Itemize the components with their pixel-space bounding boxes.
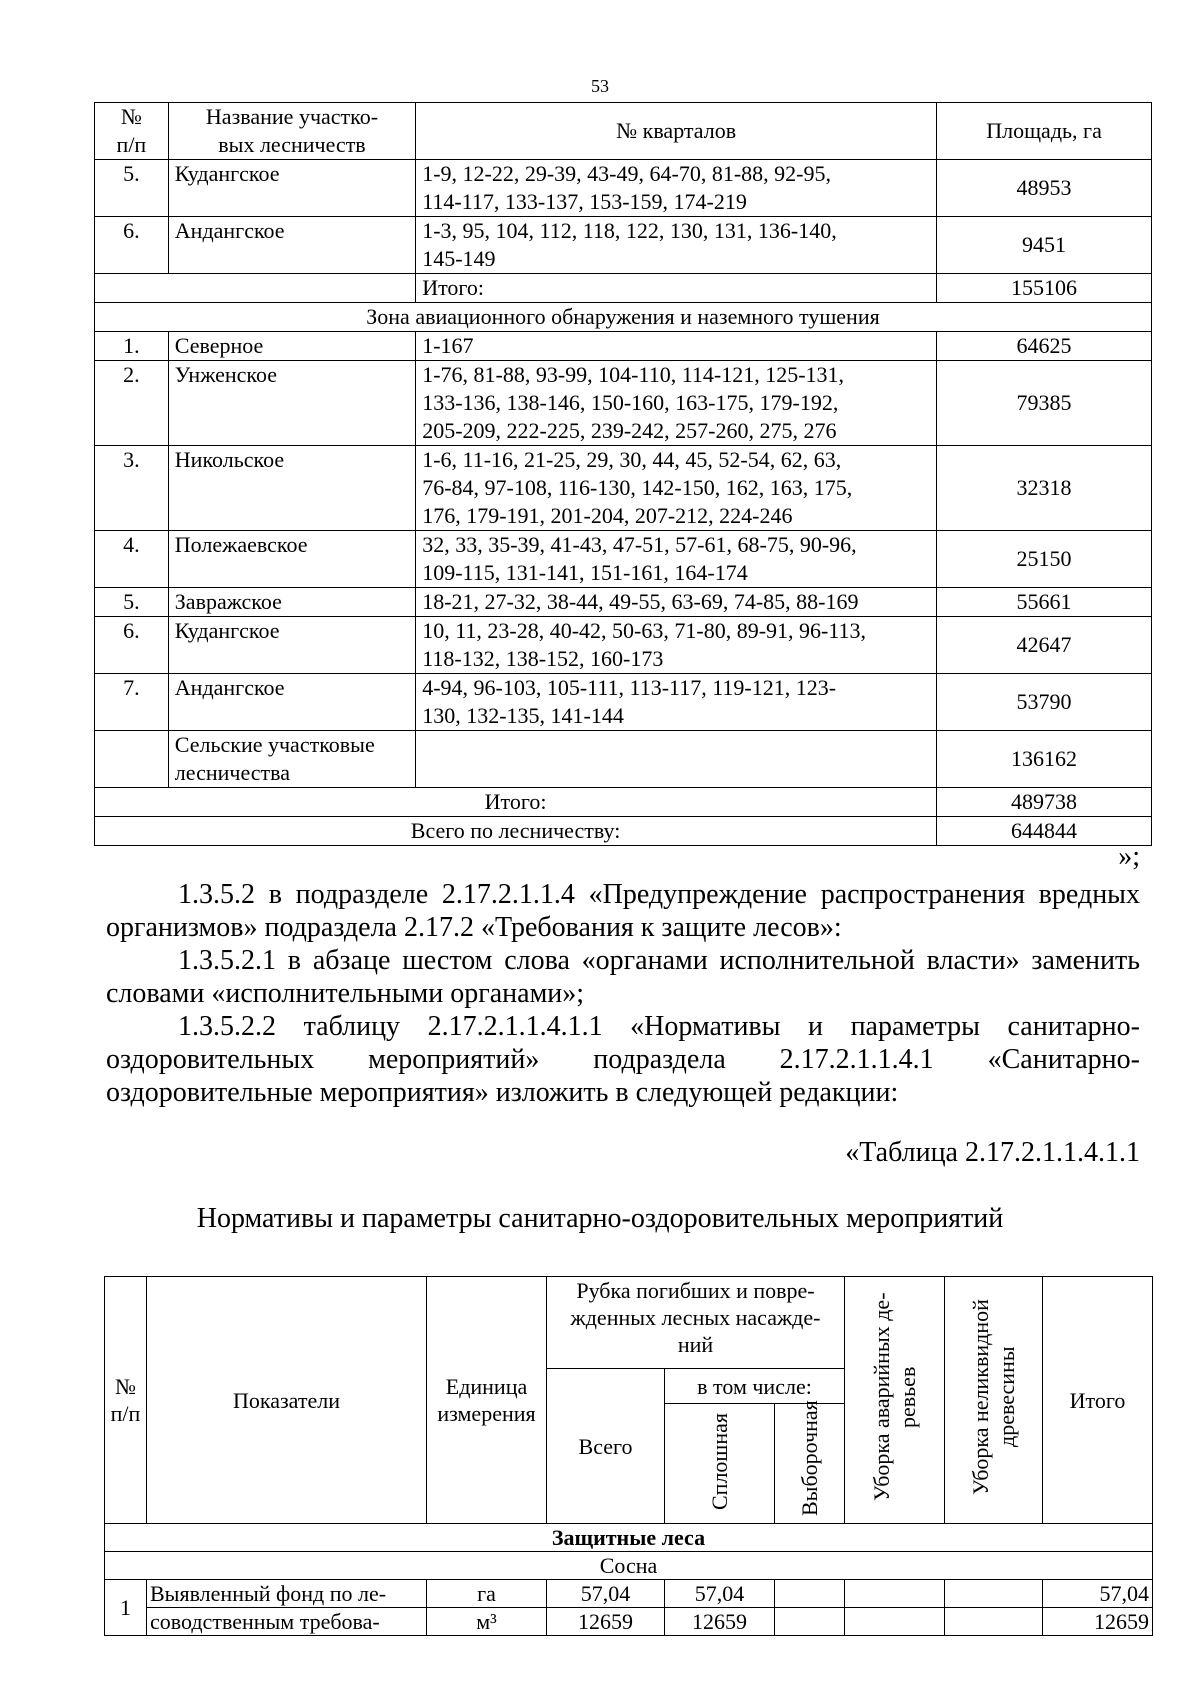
header-indicator: Показатели	[147, 1277, 427, 1524]
table-row	[95, 361, 1152, 446]
row-num: 2.	[95, 361, 169, 446]
row-area: 25150	[937, 531, 1152, 588]
table-row	[95, 160, 1152, 217]
row-total: 57,04	[1043, 1580, 1153, 1608]
table-title: Нормативы и параметры санитарно-оздоровительных мероприятий	[196, 1203, 1004, 1234]
row-quarters: 18-21, 27-32, 38-44, 49-55, 63-69, 74-85, 88-169	[416, 588, 937, 617]
row-emergency	[845, 1608, 945, 1636]
section-row	[105, 1524, 1153, 1552]
row-quarters: 4-94, 96-103, 105-111, 113-117, 119-121, 123- 130, 132-135, 141-144	[416, 674, 937, 731]
row-quarters: 1-76, 81-88, 93-99, 104-110, 114-121, 125-131, 133-136, 138-146, 150-160, 163-175, 179-192, 205-209, 222-225, 239-242, 257-260, 275, 276	[416, 361, 937, 446]
species-title: Сосна	[105, 1552, 1153, 1580]
page-number: 53	[591, 76, 609, 96]
table-header-row	[105, 1277, 1153, 1369]
row-area: 53790	[937, 674, 1152, 731]
header-num: № п/п	[95, 103, 169, 160]
row-area: 55661	[937, 588, 1152, 617]
row-num: 1	[105, 1580, 147, 1636]
row-num	[95, 731, 169, 788]
row-num: 7.	[95, 674, 169, 731]
header-illiquid: Уборка неликвидной древесины	[945, 1277, 1043, 1524]
row-area: 48953	[937, 160, 1152, 217]
header-selective: Выборочная	[775, 1404, 845, 1524]
header-emergency: Уборка аварийных де- ревьев	[845, 1277, 945, 1524]
table-row	[95, 588, 1152, 617]
header-total: Итого	[1043, 1277, 1153, 1524]
row-num: 1.	[95, 332, 169, 361]
row-name: Андангское	[168, 217, 415, 274]
subtotal-label: Итого:	[95, 788, 937, 817]
row-selective	[775, 1580, 845, 1608]
row-emergency	[845, 1580, 945, 1608]
header-including: в том числе:	[665, 1369, 845, 1404]
row-name: Андангское	[168, 674, 415, 731]
row-quarters: 10, 11, 23-28, 40-42, 50-63, 71-80, 89-91, 96-113, 118-132, 138-152, 160-173	[416, 617, 937, 674]
row-num: 5.	[95, 160, 169, 217]
row-clear: 57,04	[665, 1580, 775, 1608]
row-name: Кудангское	[168, 160, 415, 217]
header-total-felling: Всего	[547, 1369, 665, 1524]
table-row	[105, 1608, 1153, 1636]
header-area: Площадь, га	[937, 103, 1152, 160]
subtotal-value: 489738	[937, 788, 1152, 817]
row-area: 32318	[937, 446, 1152, 531]
table-row	[95, 446, 1152, 531]
table-row	[95, 217, 1152, 274]
total-value: 644844	[937, 817, 1152, 846]
row-num: 3.	[95, 446, 169, 531]
table-row	[95, 617, 1152, 674]
row-quarters: 1-9, 12-22, 29-39, 43-49, 64-70, 81-88, 92-95, 114-117, 133-137, 153-159, 174-219	[416, 160, 937, 217]
table-row	[95, 332, 1152, 361]
row-area: 42647	[937, 617, 1152, 674]
section-title: Защитные леса	[105, 1524, 1153, 1552]
table-row	[95, 674, 1152, 731]
forestry-quarters-table	[94, 102, 1152, 846]
header-name: Название участко- вых лесничеств	[168, 103, 415, 160]
header-unit: Единица измерения	[427, 1277, 547, 1524]
table-row	[95, 731, 1152, 788]
subtotal-row	[95, 274, 1152, 303]
sanitary-measures-table	[104, 1276, 1153, 1636]
row-quarters: 32, 33, 35-39, 41-43, 47-51, 57-61, 68-75, 90-96, 109-115, 131-141, 151-161, 164-174	[416, 531, 937, 588]
row-indicator: соводственным требова-	[147, 1608, 427, 1636]
row-area: 9451	[937, 217, 1152, 274]
row-name: Сельские участковые лесничества	[168, 731, 415, 788]
row-name: Унженское	[168, 361, 415, 446]
row-name: Полежаевское	[168, 531, 415, 588]
row-quarters: 1-3, 95, 104, 112, 118, 122, 130, 131, 136-140, 145-149	[416, 217, 937, 274]
row-illiquid	[945, 1580, 1043, 1608]
table-reference: «Таблица 2.17.2.1.1.4.1.1	[845, 1137, 1140, 1168]
row-unit: м³	[427, 1608, 547, 1636]
header-quarters: № кварталов	[416, 103, 937, 160]
row-name: Северное	[168, 332, 415, 361]
row-clear: 12659	[665, 1608, 775, 1636]
row-quarters	[416, 731, 937, 788]
row-quarters: 1-167	[416, 332, 937, 361]
paragraph-2: 1.3.5.2.1 в абзаце шестом слова «органами исполнительной власти» заменить словами «исполнительными органами»;	[106, 945, 1140, 1009]
subtotal-label: Итого:	[416, 274, 937, 303]
row-indicator: Выявленный фонд по ле-	[147, 1580, 427, 1608]
row-selective	[775, 1608, 845, 1636]
row-name: Никольское	[168, 446, 415, 531]
row-total: 12659	[1043, 1608, 1153, 1636]
header-felling: Рубка погибших и повре- жденных лесных насажде- ний	[547, 1277, 845, 1369]
subtotal-row	[95, 788, 1152, 817]
row-num: 6.	[95, 217, 169, 274]
row-quarters: 1-6, 11-16, 21-25, 29, 30, 44, 45, 52-54, 62, 63, 76-84, 97-108, 116-130, 142-150, 162, 163, 175, 176, 179-191, 201-204, 207-212, 224-246	[416, 446, 937, 531]
row-name: Завражское	[168, 588, 415, 617]
paragraph-1: 1.3.5.2 в подразделе 2.17.2.1.1.4 «Предупреждение распространения вредных организмов» подраздела 2.17.2 «Требования к защите лесов»:	[106, 879, 1140, 943]
table-header-row	[95, 103, 1152, 160]
table-row	[105, 1580, 1153, 1608]
table-row	[95, 531, 1152, 588]
paragraph-3: 1.3.5.2.2 таблицу 2.17.2.1.1.4.1.1 «Нормативы и параметры санитарно-оздоровительных мероприятий» подраздела 2.17.2.1.1.4.1 «Санитарно-оздоровительные мероприятия» изложить в следующей редакции:	[106, 1011, 1140, 1108]
header-num: № п/п	[105, 1277, 147, 1524]
row-illiquid	[945, 1608, 1043, 1636]
row-name: Кудангское	[168, 617, 415, 674]
row-total-felling: 12659	[547, 1608, 665, 1636]
species-row	[105, 1552, 1153, 1580]
zone-title: Зона авиационного обнаружения и наземного тушения	[95, 303, 1152, 332]
row-area: 136162	[937, 731, 1152, 788]
row-num: 4.	[95, 531, 169, 588]
row-area: 64625	[937, 332, 1152, 361]
row-num: 6.	[95, 617, 169, 674]
row-unit: га	[427, 1580, 547, 1608]
subtotal-value: 155106	[937, 274, 1152, 303]
row-num: 5.	[95, 588, 169, 617]
quote-close: »;	[1118, 841, 1140, 872]
header-clear: Сплошная	[665, 1404, 775, 1524]
row-area: 79385	[937, 361, 1152, 446]
zone-title-row	[95, 303, 1152, 332]
row-total-felling: 57,04	[547, 1580, 665, 1608]
total-label: Всего по лесничеству:	[95, 817, 937, 846]
